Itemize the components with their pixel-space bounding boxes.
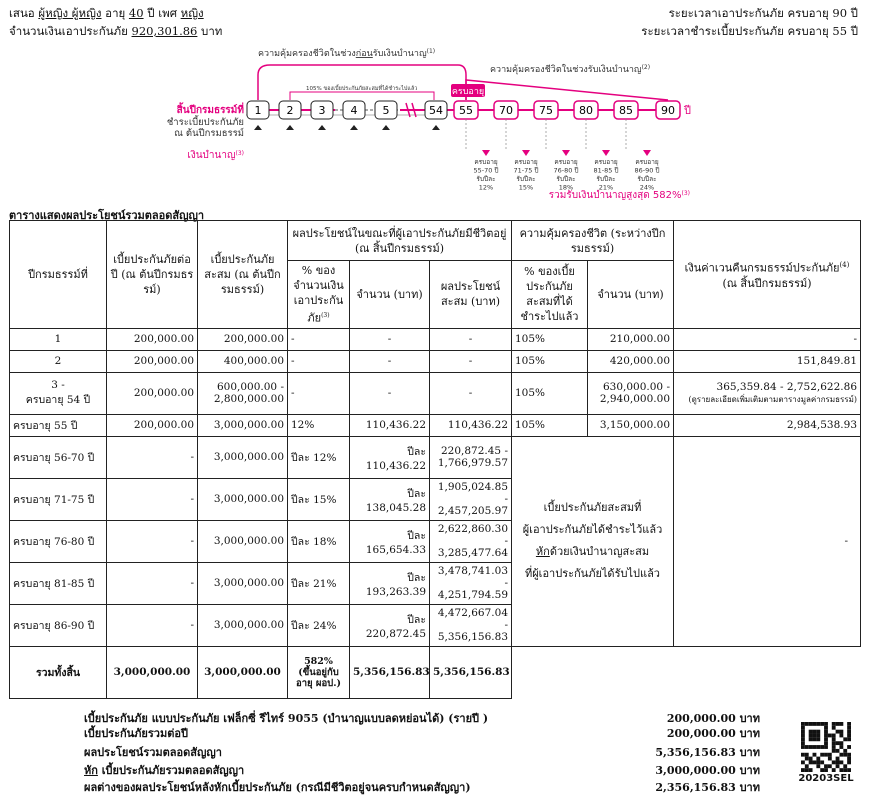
period-label: 21% [598,183,614,192]
benefit-timeline-diagram [0,40,870,200]
col-alive-benefit: ผลประโยชน์ในขณะที่ผู้เอาประกันภัยมีชีวิตอยู่ (ณ สิ้นปีกรมธรรม์) [288,221,512,261]
col-life-pct: % ของเบี้ยประกันภัยสะสมที่ได้ชำระไปแล้ว [512,261,588,329]
summary-total-premium-value: 200,000.00 บาท [666,727,760,740]
table-row: 1 200,000.00 200,000.00 - - - 105% 210,000.00 - [10,328,861,350]
col-cash-value: เงินค่าเวนคืนกรมธรรม์ประกันภัย$^{(4)}$ (ณ สิ้นปีกรมธรรม์) [674,221,861,329]
sum-assured-value: 920,301.86 [131,24,198,38]
summary-less-premium: หัก เบี้ยประกันภัยรวมตลอดสัญญา [84,764,245,777]
table-row: ครบอายุ 71-75 ปี - 3,000,000.00 ปีละ 15% ปีละ 138,045.28 1,905,024.85 - 2,457,205.97 [10,478,861,520]
header-insured: เสนอ ผู้หญิง ผู้หญิง อายุ 40 ปี เพศ หญิง [9,6,204,20]
summary-total-premium: เบี้ยประกันภัยรวมต่อปี [84,727,188,740]
period-label: 86-90 ปี [634,166,660,175]
end-of-year-label: สิ้นปีกรมธรรม์ที่ [176,105,244,116]
table-row: ครบอายุ 81-85 ปี - 3,000,000.00 ปีละ 21% ปีละ 193,263.39 3,478,741.03 - 4,251,794.59 [10,562,861,604]
header-sum-assured: จำนวนเงินเอาประกันภัย 920,301.86 บาท [9,24,223,38]
col-alive-pct: % ของจำนวนเงินเอาประกันภัย$^{(3)}$ [288,261,350,329]
summary-plan-premium-value: 200,000.00 บาท [666,712,760,725]
annuity-coverage-line [466,80,668,100]
col-policy-year: ปีกรมธรรม์ที่ [10,221,107,329]
period-label: 81-85 ปี [593,166,619,175]
period-label: รับปีละ [556,175,576,183]
table-row: ครบอายุ 56-70 ปี - 3,000,000.00 ปีละ 12% ปีละ 110,436.22 220,872.45 - 1,766,979.57 เบี้ยประกันภัยสะสมที่ ผู้เอาประกันภัยได้ชำระไว้แล้ว หักด้วยเงินบำนาญสะสม ที่ผู้เอาประกันภัยได้รับไปแล้ว - [10,436,861,478]
period-label: 24% [639,183,655,192]
annuity-coverage-label: ความคุ้มครองชีวิตในช่วงรับเงินบำนาญ$^{(2)}$ [490,64,651,75]
insured-age: 40 [128,6,144,20]
summary-less-premium-value: 3,000,000.00 บาท [655,764,760,777]
period-label: ครบอายุ [554,158,578,166]
period-label: 12% [478,183,494,192]
insured-name: ผู้หญิง ผู้หญิง [38,6,102,20]
qr-label: 20203SEL [798,773,854,784]
col-life-coverage: ความคุ้มครองชีวิต (ระหว่างปีกรมธรรม์) [512,221,674,261]
annuity-marker-icon [522,150,530,156]
annuity-marker-icon [482,150,490,156]
death-benefit-note: 105% ของเบี้ยประกันภัยสะสมที่ได้ชำระไปแล้ว [306,86,418,92]
col-life-amount: จำนวน (บาท) [588,261,674,329]
premium-marker-icon [286,125,294,130]
period-label: รับปีละ [516,175,536,183]
table-total-row: รวมทั้งสิ้น 3,000,000.00 3,000,000.00 582% (ขึ้นอยู่กับ อายุ ผอป.) 5,356,156.83 5,356,156.83 [10,646,861,698]
period-label: รับปีละ [637,175,657,183]
qr-code-icon [800,722,852,772]
col-premium: เบี้ยประกันภัยต่อปี (ณ ต้นปีกรมธรรม์) [107,221,198,329]
year-label: 54 [429,104,443,117]
col-cum-premium: เบี้ยประกันภัยสะสม (ณ ต้นปีกรมธรรม์) [198,221,288,329]
period-label: 71-75 ปี [513,166,539,175]
summary-total-benefit-value: 5,356,156.83 บาท [655,746,760,759]
age-label: 70 [499,104,513,117]
pre-annuity-label: ความคุ้มครองชีวิตในช่วงก่อนรับเงินบำนาญ$^{(1)}$ [258,48,436,59]
period-label: 18% [558,183,574,192]
annuity-marker-icon [602,150,610,156]
period-label: 55-70 ปี [473,166,499,175]
table-title: ตารางแสดงผลประโยชน์รวมตลอดสัญญา [9,209,205,222]
period-label: รับปีละ [596,175,616,183]
annuity-marker-icon [562,150,570,156]
year-label: 1 [254,104,262,117]
table-row: ครบอายุ 86-90 ปี - 3,000,000.00 ปีละ 24% ปีละ 220,872.45 4,472,667.04 - 5,356,156.83 [10,604,861,646]
coverage-period: ระยะเวลาเอาประกันภัย ครบอายุ 90 ปี [668,6,858,20]
merged-life-coverage: เบี้ยประกันภัยสะสมที่ ผู้เอาประกันภัยได้ชำระไว้แล้ว หักด้วยเงินบำนาญสะสม ที่ผู้เอาประกันภัยได้รับไปแล้ว [512,436,674,646]
period-label: 15% [518,183,534,192]
period-label: ครบอายุ [514,158,538,166]
age-label: 75 [539,104,553,117]
annuity-marker-icon [643,150,651,156]
age-label: 85 [619,104,633,117]
year-label: 5 [382,104,390,117]
benefit-table [9,220,861,699]
premium-marker-icon [432,125,440,130]
insured-sex: หญิง [180,6,204,20]
year-unit: ปี [684,104,691,117]
death-benefit-bracket [290,92,434,100]
premium-paid-label-1: ชำระเบี้ยประกันภัย [166,117,244,128]
table-row: 3 - ครบอายุ 54 ปี 200,000.00 600,000.00 - 2,800,000.00 - - - 105% 630,000.00 - 2,940,000.00 365,359.84 - 2,752,622.86 (ดูรายละเอียดเพิ่มเติมตามตารางมูลค่ากรมธรรม์) [10,372,861,414]
year-label: 2 [286,104,294,117]
period-label: ครบอายุ [635,158,659,166]
period-label: ครบอายุ [594,158,618,166]
summary-net-benefit: ผลต่างของผลประโยชน์หลังหักเบี้ยประกันภัย (กรณีมีชีวิตอยู่จนครบกำหนดสัญญา) [84,781,471,794]
premium-marker-icon [318,125,326,130]
premium-marker-icon [254,125,262,130]
col-alive-cum: ผลประโยชน์สะสม (บาท) [430,261,512,329]
premium-marker-icon [382,125,390,130]
col-alive-amount: จำนวน (บาท) [350,261,430,329]
period-label: ครบอายุ [474,158,498,166]
period-label: รับปีละ [476,175,496,183]
total-annuity-label: รวมรับเงินบำนาญสูงสุด 582%$^{(3)}$ [548,190,690,200]
table-row: ครบอายุ 76-80 ปี - 3,000,000.00 ปีละ 18% ปีละ 165,654.33 2,622,860.30 - 3,285,477.64 [10,520,861,562]
pre-annuity-bracket [258,65,466,100]
premium-marker-icon [350,125,358,130]
period-label: 76-80 ปี [553,166,579,175]
merged-cash-value: - [674,436,861,646]
summary-plan-premium: เบี้ยประกันภัย แบบประกันภัย เฟล็กซี่ รีไทร์ 9055 (บำนาญแบบลดหย่อนได้) (รายปี ) [84,712,489,725]
age-label: 80 [579,104,593,117]
age-label: 55 [459,104,473,117]
payment-period: ระยะเวลาชำระเบี้ยประกันภัย ครบอายุ 55 ปี [641,24,858,38]
premium-paid-label-2: ณ ต้นปีกรมธรรม์ [174,128,244,139]
table-row: 2 200,000.00 400,000.00 - - - 105% 420,000.00 151,849.81 [10,350,861,372]
summary-net-benefit-value: 2,356,156.83 บาท [655,781,760,794]
age-label: 90 [661,104,675,117]
annuity-label: เงินบำนาญ$^{(3)}$ [187,150,244,161]
year-label: 3 [318,104,326,117]
age-tag: ครบอายุ [451,87,485,97]
summary-total-benefit: ผลประโยชน์รวมตลอดสัญญา [84,746,222,759]
year-label: 4 [350,104,358,117]
table-row: ครบอายุ 55 ปี 200,000.00 3,000,000.00 12% 110,436.22 110,436.22 105% 3,150,000.00 2,984,538.93 [10,414,861,436]
